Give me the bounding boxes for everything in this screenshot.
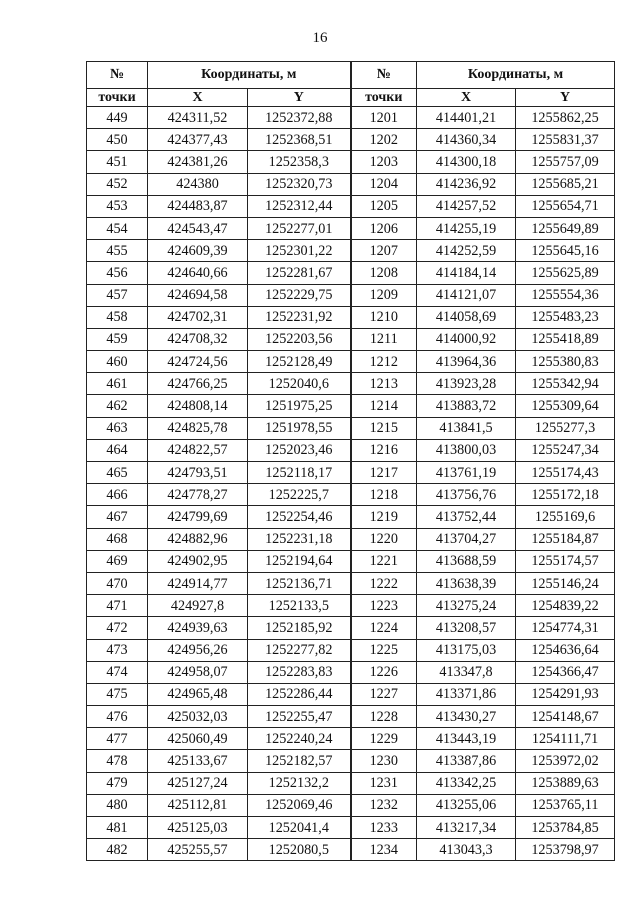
point-number-right-cell: 1223 — [351, 595, 417, 617]
y-left-cell: 1252372,88 — [248, 107, 351, 129]
x-right-cell: 414257,52 — [417, 195, 516, 217]
y-right-cell: 1253972,02 — [516, 750, 615, 772]
y-right-cell: 1255342,94 — [516, 373, 615, 395]
table-subheader-row — [87, 89, 615, 107]
table-row — [87, 173, 615, 195]
y-left-cell: 1252203,56 — [248, 328, 351, 350]
x-right-cell: 413275,24 — [417, 595, 516, 617]
table-row — [87, 328, 615, 350]
x-right-cell: 414236,92 — [417, 173, 516, 195]
y-left-cell: 1252240,24 — [248, 728, 351, 750]
x-right-cell: 413208,57 — [417, 617, 516, 639]
point-number-left-cell: 452 — [87, 173, 148, 195]
point-number-left-cell: 475 — [87, 683, 148, 705]
table-row — [87, 839, 615, 861]
point-number-header-right: № — [351, 62, 417, 89]
y-left-cell: 1252368,51 — [248, 129, 351, 151]
x-right-cell: 413347,8 — [417, 661, 516, 683]
point-number-left-cell: 479 — [87, 772, 148, 794]
table-row — [87, 217, 615, 239]
point-number-left-cell: 451 — [87, 151, 148, 173]
point-number-left-cell: 460 — [87, 351, 148, 373]
table-row — [87, 572, 615, 594]
x-right-cell: 413964,36 — [417, 351, 516, 373]
point-number-right-cell: 1209 — [351, 284, 417, 306]
point-number-right-cell: 1219 — [351, 506, 417, 528]
x-right-cell: 413752,44 — [417, 506, 516, 528]
x-right-cell: 413756,76 — [417, 484, 516, 506]
point-number-left-cell: 457 — [87, 284, 148, 306]
point-number-right-cell: 1208 — [351, 262, 417, 284]
point-number-right-cell: 1228 — [351, 706, 417, 728]
table-row — [87, 151, 615, 173]
x-right-cell: 414360,34 — [417, 129, 516, 151]
y-right-cell: 1255380,83 — [516, 351, 615, 373]
point-number-right-cell: 1225 — [351, 639, 417, 661]
y-left-cell: 1252254,46 — [248, 506, 351, 528]
point-number-right-cell: 1210 — [351, 306, 417, 328]
point-number-right-cell: 1214 — [351, 395, 417, 417]
y-right-cell: 1255174,43 — [516, 462, 615, 484]
point-number-left-cell: 459 — [87, 328, 148, 350]
point-number-right-cell: 1201 — [351, 107, 417, 129]
x-left-cell: 424778,27 — [148, 484, 248, 506]
x-right-cell: 414252,59 — [417, 240, 516, 262]
y-right-cell: 1255554,36 — [516, 284, 615, 306]
table-row — [87, 195, 615, 217]
table-row — [87, 306, 615, 328]
x-left-cell: 424483,87 — [148, 195, 248, 217]
x-right-cell: 413638,39 — [417, 572, 516, 594]
table-row — [87, 417, 615, 439]
x-left-cell: 424380 — [148, 173, 248, 195]
point-label-right: точки — [351, 89, 417, 107]
x-right-cell: 413800,03 — [417, 439, 516, 461]
y-right-cell: 1253889,63 — [516, 772, 615, 794]
y-left-cell: 1252320,73 — [248, 173, 351, 195]
y-right-cell: 1255685,21 — [516, 173, 615, 195]
table-row — [87, 528, 615, 550]
point-number-left-cell: 466 — [87, 484, 148, 506]
x-right-cell: 414121,07 — [417, 284, 516, 306]
table-row — [87, 661, 615, 683]
x-right-cell: 413043,3 — [417, 839, 516, 861]
x-header-left: X — [148, 89, 248, 107]
x-left-cell: 424702,31 — [148, 306, 248, 328]
point-number-left-cell: 480 — [87, 794, 148, 816]
x-left-cell: 424914,77 — [148, 572, 248, 594]
point-number-left-cell: 478 — [87, 750, 148, 772]
table-row — [87, 240, 615, 262]
y-right-cell: 1255146,24 — [516, 572, 615, 594]
x-right-cell: 414000,92 — [417, 328, 516, 350]
table-row — [87, 484, 615, 506]
y-left-cell: 1252301,22 — [248, 240, 351, 262]
point-number-left-cell: 477 — [87, 728, 148, 750]
x-left-cell: 425125,03 — [148, 817, 248, 839]
point-number-left-cell: 467 — [87, 506, 148, 528]
point-number-right-cell: 1217 — [351, 462, 417, 484]
y-right-cell: 1255649,89 — [516, 217, 615, 239]
y-left-cell: 1252277,82 — [248, 639, 351, 661]
point-number-left-cell: 468 — [87, 528, 148, 550]
x-right-cell: 413761,19 — [417, 462, 516, 484]
x-left-cell: 425255,57 — [148, 839, 248, 861]
point-number-right-cell: 1229 — [351, 728, 417, 750]
point-number-right-cell: 1211 — [351, 328, 417, 350]
x-left-cell: 425127,24 — [148, 772, 248, 794]
table-row — [87, 817, 615, 839]
table-row — [87, 639, 615, 661]
point-number-right-cell: 1232 — [351, 794, 417, 816]
y-right-cell: 1254148,67 — [516, 706, 615, 728]
y-left-cell: 1252128,49 — [248, 351, 351, 373]
y-header-right: Y — [516, 89, 615, 107]
point-number-left-cell: 470 — [87, 572, 148, 594]
coordinates-header-right: Координаты, м — [417, 62, 615, 89]
x-left-cell: 425032,03 — [148, 706, 248, 728]
y-right-cell: 1254636,64 — [516, 639, 615, 661]
point-number-left-cell: 474 — [87, 661, 148, 683]
x-right-cell: 413175,03 — [417, 639, 516, 661]
y-right-cell: 1255862,25 — [516, 107, 615, 129]
x-right-cell: 413217,34 — [417, 817, 516, 839]
table-row — [87, 462, 615, 484]
coordinates-table — [86, 61, 615, 861]
point-number-header-left: № — [87, 62, 148, 89]
point-number-right-cell: 1212 — [351, 351, 417, 373]
x-left-cell: 424793,51 — [148, 462, 248, 484]
coordinates-header-left: Координаты, м — [148, 62, 351, 89]
y-right-cell: 1255309,64 — [516, 395, 615, 417]
table-row — [87, 373, 615, 395]
y-left-cell: 1252041,4 — [248, 817, 351, 839]
point-number-left-cell: 464 — [87, 439, 148, 461]
x-right-cell: 414300,18 — [417, 151, 516, 173]
y-right-cell: 1254774,31 — [516, 617, 615, 639]
y-right-cell: 1255831,37 — [516, 129, 615, 151]
x-left-cell: 424609,39 — [148, 240, 248, 262]
y-right-cell: 1253798,97 — [516, 839, 615, 861]
y-left-cell: 1252133,5 — [248, 595, 351, 617]
x-right-cell: 413923,28 — [417, 373, 516, 395]
page-number: 16 — [312, 30, 328, 46]
y-right-cell: 1254839,22 — [516, 595, 615, 617]
x-left-cell: 424939,63 — [148, 617, 248, 639]
x-left-cell: 425133,67 — [148, 750, 248, 772]
y-right-cell: 1255172,18 — [516, 484, 615, 506]
y-left-cell: 1252277,01 — [248, 217, 351, 239]
x-right-cell: 413430,27 — [417, 706, 516, 728]
point-number-right-cell: 1202 — [351, 129, 417, 151]
table-row — [87, 506, 615, 528]
point-number-left-cell: 449 — [87, 107, 148, 129]
point-number-right-cell: 1220 — [351, 528, 417, 550]
x-right-cell: 413883,72 — [417, 395, 516, 417]
table-row — [87, 750, 615, 772]
x-left-cell: 424958,07 — [148, 661, 248, 683]
table-row — [87, 351, 615, 373]
point-number-left-cell: 481 — [87, 817, 148, 839]
y-left-cell: 1252358,3 — [248, 151, 351, 173]
y-right-cell: 1255277,3 — [516, 417, 615, 439]
y-left-cell: 1252182,57 — [248, 750, 351, 772]
y-right-cell: 1255174,57 — [516, 550, 615, 572]
point-number-right-cell: 1230 — [351, 750, 417, 772]
x-left-cell: 424377,43 — [148, 129, 248, 151]
x-left-cell: 425112,81 — [148, 794, 248, 816]
x-right-cell: 413387,86 — [417, 750, 516, 772]
x-right-cell: 413371,86 — [417, 683, 516, 705]
table-row — [87, 794, 615, 816]
table-row — [87, 595, 615, 617]
x-left-cell: 424902,95 — [148, 550, 248, 572]
point-number-right-cell: 1206 — [351, 217, 417, 239]
y-left-cell: 1251978,55 — [248, 417, 351, 439]
table-row — [87, 129, 615, 151]
point-number-left-cell: 482 — [87, 839, 148, 861]
x-left-cell: 424543,47 — [148, 217, 248, 239]
y-right-cell: 1254366,47 — [516, 661, 615, 683]
y-left-cell: 1252132,2 — [248, 772, 351, 794]
y-right-cell: 1255483,23 — [516, 306, 615, 328]
point-number-right-cell: 1213 — [351, 373, 417, 395]
x-left-cell: 424882,96 — [148, 528, 248, 550]
table-row — [87, 107, 615, 129]
x-right-cell: 414401,21 — [417, 107, 516, 129]
point-number-left-cell: 472 — [87, 617, 148, 639]
table-row — [87, 550, 615, 572]
point-number-right-cell: 1233 — [351, 817, 417, 839]
y-left-cell: 1252231,92 — [248, 306, 351, 328]
x-right-cell: 413704,27 — [417, 528, 516, 550]
x-left-cell: 424956,26 — [148, 639, 248, 661]
x-left-cell: 424822,57 — [148, 439, 248, 461]
point-number-left-cell: 458 — [87, 306, 148, 328]
x-left-cell: 424808,14 — [148, 395, 248, 417]
y-left-cell: 1252185,92 — [248, 617, 351, 639]
point-number-left-cell: 455 — [87, 240, 148, 262]
x-right-cell: 413342,25 — [417, 772, 516, 794]
x-right-cell: 413841,5 — [417, 417, 516, 439]
x-left-cell: 424724,56 — [148, 351, 248, 373]
point-number-right-cell: 1216 — [351, 439, 417, 461]
x-right-cell: 413255,06 — [417, 794, 516, 816]
x-left-cell: 424927,8 — [148, 595, 248, 617]
table-body — [87, 107, 615, 861]
point-number-right-cell: 1218 — [351, 484, 417, 506]
point-number-right-cell: 1203 — [351, 151, 417, 173]
point-number-left-cell: 469 — [87, 550, 148, 572]
y-right-cell: 1254291,93 — [516, 683, 615, 705]
point-number-left-cell: 476 — [87, 706, 148, 728]
y-right-cell: 1255184,87 — [516, 528, 615, 550]
y-right-cell: 1255625,89 — [516, 262, 615, 284]
point-number-right-cell: 1215 — [351, 417, 417, 439]
x-right-cell: 413443,19 — [417, 728, 516, 750]
point-number-left-cell: 473 — [87, 639, 148, 661]
y-left-cell: 1252286,44 — [248, 683, 351, 705]
x-right-cell: 414255,19 — [417, 217, 516, 239]
point-number-left-cell: 454 — [87, 217, 148, 239]
point-number-right-cell: 1222 — [351, 572, 417, 594]
y-right-cell: 1253784,85 — [516, 817, 615, 839]
x-left-cell: 424766,25 — [148, 373, 248, 395]
table-row — [87, 439, 615, 461]
point-number-right-cell: 1231 — [351, 772, 417, 794]
y-left-cell: 1252080,5 — [248, 839, 351, 861]
table-row — [87, 395, 615, 417]
y-header-left: Y — [248, 89, 351, 107]
table-header-row — [87, 62, 615, 89]
x-left-cell: 424311,52 — [148, 107, 248, 129]
point-label-left: точки — [87, 89, 148, 107]
point-number-left-cell: 453 — [87, 195, 148, 217]
point-number-left-cell: 450 — [87, 129, 148, 151]
y-left-cell: 1252194,64 — [248, 550, 351, 572]
y-left-cell: 1252255,47 — [248, 706, 351, 728]
point-number-right-cell: 1226 — [351, 661, 417, 683]
x-header-right: X — [417, 89, 516, 107]
point-number-right-cell: 1234 — [351, 839, 417, 861]
y-left-cell: 1252069,46 — [248, 794, 351, 816]
point-number-right-cell: 1205 — [351, 195, 417, 217]
x-left-cell: 424825,78 — [148, 417, 248, 439]
y-right-cell: 1255645,16 — [516, 240, 615, 262]
x-left-cell: 424708,32 — [148, 328, 248, 350]
point-number-left-cell: 463 — [87, 417, 148, 439]
point-number-left-cell: 456 — [87, 262, 148, 284]
x-left-cell: 424965,48 — [148, 683, 248, 705]
table-row — [87, 683, 615, 705]
y-left-cell: 1252040,6 — [248, 373, 351, 395]
table-row — [87, 284, 615, 306]
y-right-cell: 1253765,11 — [516, 794, 615, 816]
table-row — [87, 617, 615, 639]
table-row — [87, 262, 615, 284]
x-left-cell: 424799,69 — [148, 506, 248, 528]
y-left-cell: 1252231,18 — [248, 528, 351, 550]
y-left-cell: 1252281,67 — [248, 262, 351, 284]
point-number-left-cell: 461 — [87, 373, 148, 395]
x-left-cell: 424640,66 — [148, 262, 248, 284]
point-number-right-cell: 1207 — [351, 240, 417, 262]
y-left-cell: 1251975,25 — [248, 395, 351, 417]
point-number-left-cell: 462 — [87, 395, 148, 417]
y-left-cell: 1252023,46 — [248, 439, 351, 461]
y-right-cell: 1255757,09 — [516, 151, 615, 173]
point-number-right-cell: 1227 — [351, 683, 417, 705]
x-left-cell: 424694,58 — [148, 284, 248, 306]
y-right-cell: 1255418,89 — [516, 328, 615, 350]
y-right-cell: 1255169,6 — [516, 506, 615, 528]
y-left-cell: 1252225,7 — [248, 484, 351, 506]
point-number-right-cell: 1221 — [351, 550, 417, 572]
x-left-cell: 424381,26 — [148, 151, 248, 173]
point-number-right-cell: 1204 — [351, 173, 417, 195]
y-right-cell: 1255654,71 — [516, 195, 615, 217]
y-right-cell: 1254111,71 — [516, 728, 615, 750]
y-left-cell: 1252283,83 — [248, 661, 351, 683]
x-right-cell: 414058,69 — [417, 306, 516, 328]
table-row — [87, 706, 615, 728]
point-number-left-cell: 465 — [87, 462, 148, 484]
table-row — [87, 772, 615, 794]
point-number-right-cell: 1224 — [351, 617, 417, 639]
y-left-cell: 1252229,75 — [248, 284, 351, 306]
y-left-cell: 1252312,44 — [248, 195, 351, 217]
point-number-left-cell: 471 — [87, 595, 148, 617]
table-row — [87, 728, 615, 750]
x-right-cell: 414184,14 — [417, 262, 516, 284]
x-left-cell: 425060,49 — [148, 728, 248, 750]
y-left-cell: 1252136,71 — [248, 572, 351, 594]
y-left-cell: 1252118,17 — [248, 462, 351, 484]
y-right-cell: 1255247,34 — [516, 439, 615, 461]
x-right-cell: 413688,59 — [417, 550, 516, 572]
